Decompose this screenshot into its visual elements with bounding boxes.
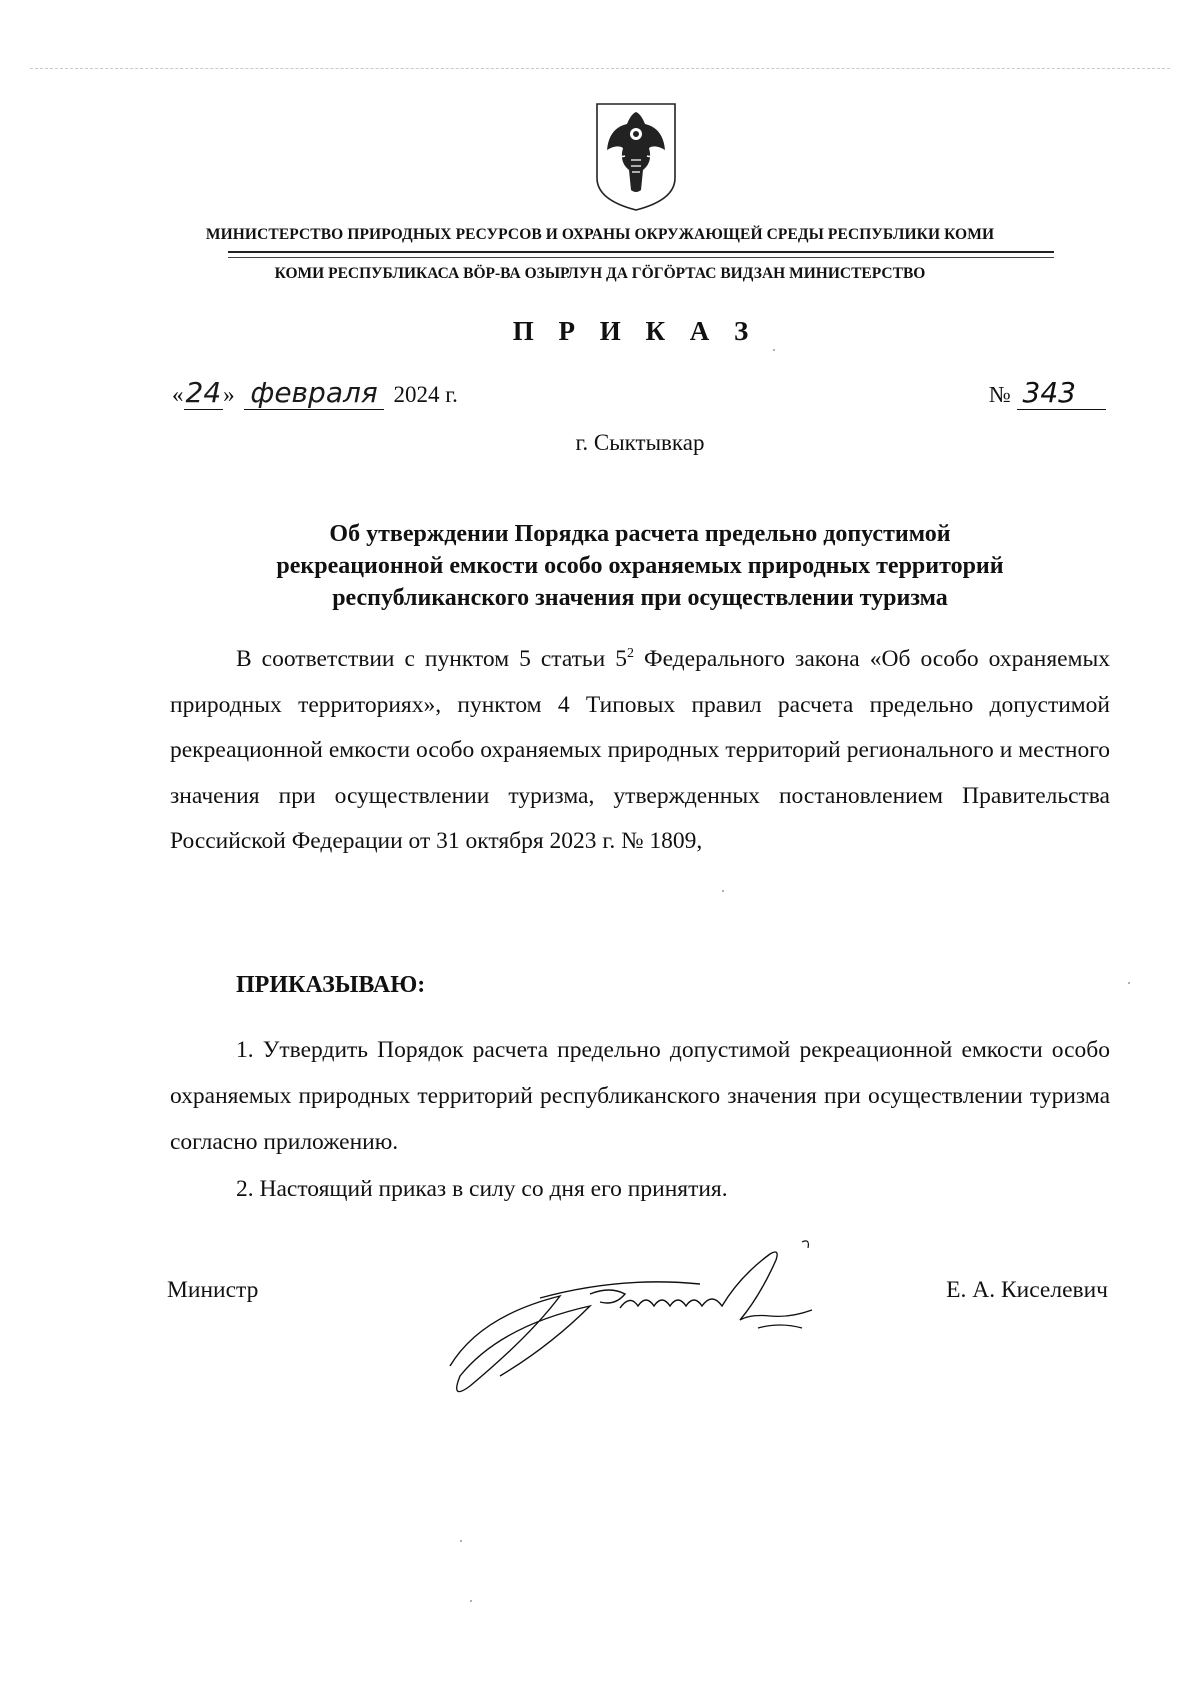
ministry-name-russian: МИНИСТЕРСТВО ПРИРОДНЫХ РЕСУРСОВ И ОХРАНЫ ОКРУЖАЮЩЕЙ СРЕДЫ РЕСПУБЛИКИ КОМИ <box>205 226 995 243</box>
date-open-quote: « <box>172 382 184 407</box>
preamble-paragraph <box>170 637 1110 865</box>
order-date <box>172 376 458 410</box>
scan-speck <box>460 1540 462 1542</box>
number-value-handwritten: 343 <box>1017 376 1106 410</box>
scan-speck <box>1128 982 1130 984</box>
preamble-text-rest: Федерального закона «Об особо охраняемых природных территориях», пунктом 4 Типовых правил расчета предельно допустимой рекреационной емкости особо охраняемых природных территорий регионального и местного значения при осуществлении туризма, утвержденных постановлением Правительства Российской Федерации от 31 октября 2023 г. № 1809, <box>170 646 1110 854</box>
city: г. Сыктывкар <box>575 430 705 455</box>
scan-speck <box>773 349 775 351</box>
scan-border-line <box>30 68 1170 69</box>
ministry-name-komi: КОМИ РЕСПУБЛИКАСА ВӦР-ВА ОЗЫРЛУН ДА ГӦГӦРТАС ВИДЗАН МИНИСТЕРСТВО <box>274 265 926 282</box>
date-year: 2024 г. <box>393 382 458 407</box>
date-month-handwritten: февраля <box>244 376 383 410</box>
date-day-handwritten: 24 <box>185 376 222 409</box>
header-divider <box>228 251 1054 258</box>
scan-speck <box>722 890 724 892</box>
order-item-2: 2. Настоящий приказ в силу со дня его принятия. <box>236 1176 728 1202</box>
order-directive-word: ПРИКАЗЫВАЮ: <box>236 972 426 998</box>
article-superscript: 2 <box>626 646 634 662</box>
number-label: № <box>988 382 1011 407</box>
handwritten-signature-icon <box>440 1236 880 1401</box>
document-heading <box>210 518 1070 614</box>
heading-line: рекреационной емкости особо охраняемых природных территорий <box>276 553 1004 579</box>
order-item-1: 1. Утвердить Порядок расчета предельно допустимой рекреационной емкости особо охраняемых природных территорий республиканского значения при осуществлении туризма согласно приложению. <box>170 1037 1110 1155</box>
order-title: П Р И К А З <box>512 316 758 346</box>
signatory-name: Е. А. Киселевич <box>946 1277 1108 1303</box>
heading-line: республиканского значения при осуществлении туризма <box>332 585 948 611</box>
heading-line: Об утверждении Порядка расчета предельно допустимой <box>329 521 951 547</box>
date-close-quote: » <box>223 382 235 407</box>
coat-of-arms-komi-icon <box>593 100 679 212</box>
order-number <box>989 376 1106 409</box>
scan-speck <box>470 1600 472 1602</box>
preamble-text-start: В соответствии с пунктом 5 статьи 5 <box>236 646 627 672</box>
signatory-position: Министр <box>167 1277 259 1303</box>
